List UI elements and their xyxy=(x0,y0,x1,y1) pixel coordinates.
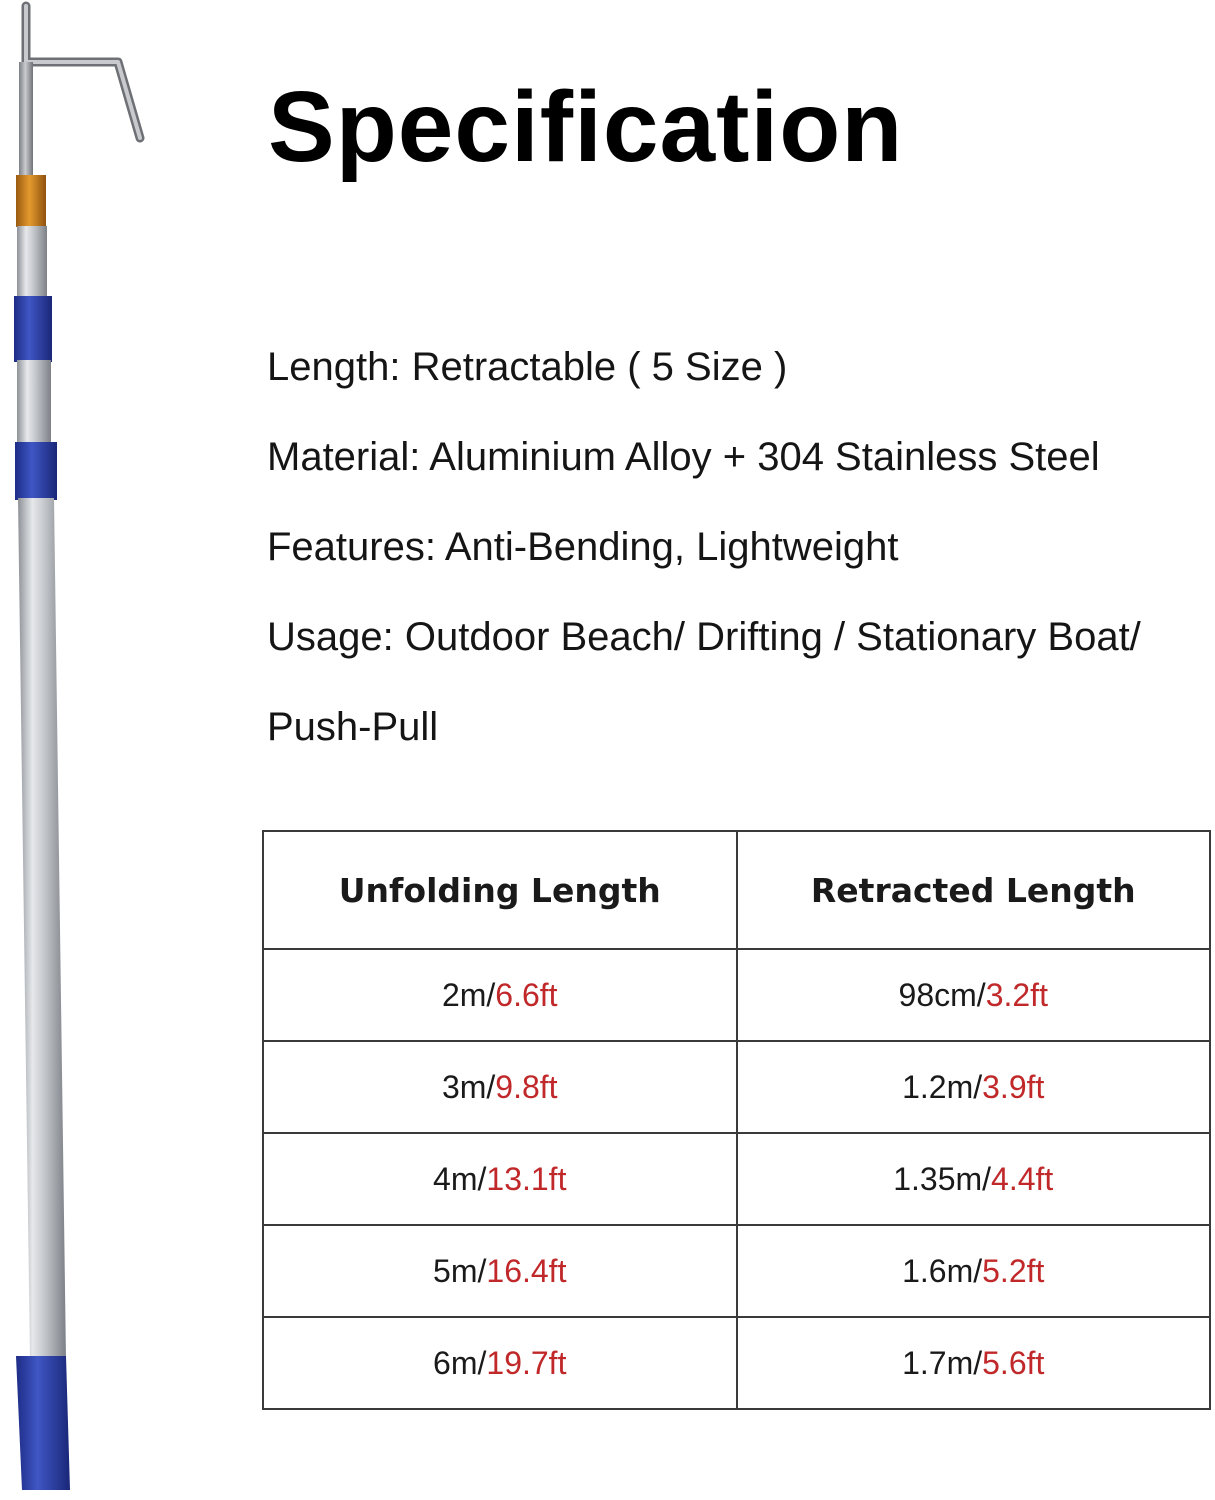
blue-band xyxy=(14,296,52,362)
page-title: Specification xyxy=(268,71,904,183)
spec-length: Length: Retractable ( 5 Size ) xyxy=(267,345,788,389)
spec-material: Material: Aluminium Alloy + 304 Stainless Steel xyxy=(267,435,1100,479)
imperial-value: 3.2ft xyxy=(985,976,1048,1013)
spec-usage-continued: Push-Pull xyxy=(267,705,439,749)
retracted-length-cell xyxy=(737,1317,1211,1409)
tube-section xyxy=(18,498,66,1360)
imperial-value: 16.4ft xyxy=(486,1252,567,1289)
imperial-value: 5.6ft xyxy=(982,1344,1045,1381)
table-row xyxy=(263,1317,1210,1409)
column-header-retracted: Retracted Length xyxy=(737,831,1211,949)
spec-usage: Usage: Outdoor Beach/ Drifting / Stationary Boat/ xyxy=(267,615,1141,659)
spec-list xyxy=(267,322,1212,772)
unfolding-length-cell xyxy=(263,1317,737,1409)
metric-value: 3m/ xyxy=(441,1068,496,1105)
boat-hook-pole-illustration xyxy=(0,0,160,1500)
retracted-length-cell xyxy=(737,1041,1211,1133)
spec-features: Features: Anti-Bending, Lightweight xyxy=(267,525,899,569)
retracted-length-cell xyxy=(737,1225,1211,1317)
table-row xyxy=(263,949,1210,1041)
retracted-length-cell xyxy=(737,1133,1211,1225)
imperial-value: 9.8ft xyxy=(495,1068,558,1105)
unfolding-length-cell xyxy=(263,1133,737,1225)
table-row xyxy=(263,1133,1210,1225)
retracted-length-cell xyxy=(737,949,1211,1041)
blue-end-grip xyxy=(16,1356,70,1490)
orange-collar xyxy=(16,175,46,227)
unfolding-length-cell xyxy=(263,949,737,1041)
imperial-value: 5.2ft xyxy=(982,1252,1045,1289)
metric-value: 2m/ xyxy=(441,976,496,1013)
unfolding-length-cell xyxy=(263,1225,737,1317)
unfolding-length-cell xyxy=(263,1041,737,1133)
metric-value: 1.2m/ xyxy=(902,1068,983,1105)
column-header-unfolding: Unfolding Length xyxy=(263,831,737,949)
table-row xyxy=(263,1225,1210,1317)
hook-tip xyxy=(26,6,140,138)
metric-value: 1.6m/ xyxy=(902,1252,983,1289)
imperial-value: 19.7ft xyxy=(486,1344,567,1381)
steel-rod xyxy=(19,62,33,177)
table-row xyxy=(263,1041,1210,1133)
metric-value: 6m/ xyxy=(433,1344,487,1381)
imperial-value: 13.1ft xyxy=(486,1160,567,1197)
table-header-row xyxy=(263,831,1210,949)
imperial-value: 4.4ft xyxy=(991,1160,1054,1197)
metric-value: 4m/ xyxy=(433,1160,487,1197)
blue-band xyxy=(15,442,57,500)
metric-value: 1.35m/ xyxy=(893,1160,992,1197)
tube-section xyxy=(17,360,51,444)
metric-value: 1.7m/ xyxy=(902,1344,983,1381)
imperial-value: 6.6ft xyxy=(495,976,558,1013)
metric-value: 5m/ xyxy=(433,1252,487,1289)
size-table xyxy=(262,830,1211,1410)
imperial-value: 3.9ft xyxy=(982,1068,1045,1105)
tube-section xyxy=(17,226,47,298)
metric-value: 98cm/ xyxy=(898,976,986,1013)
